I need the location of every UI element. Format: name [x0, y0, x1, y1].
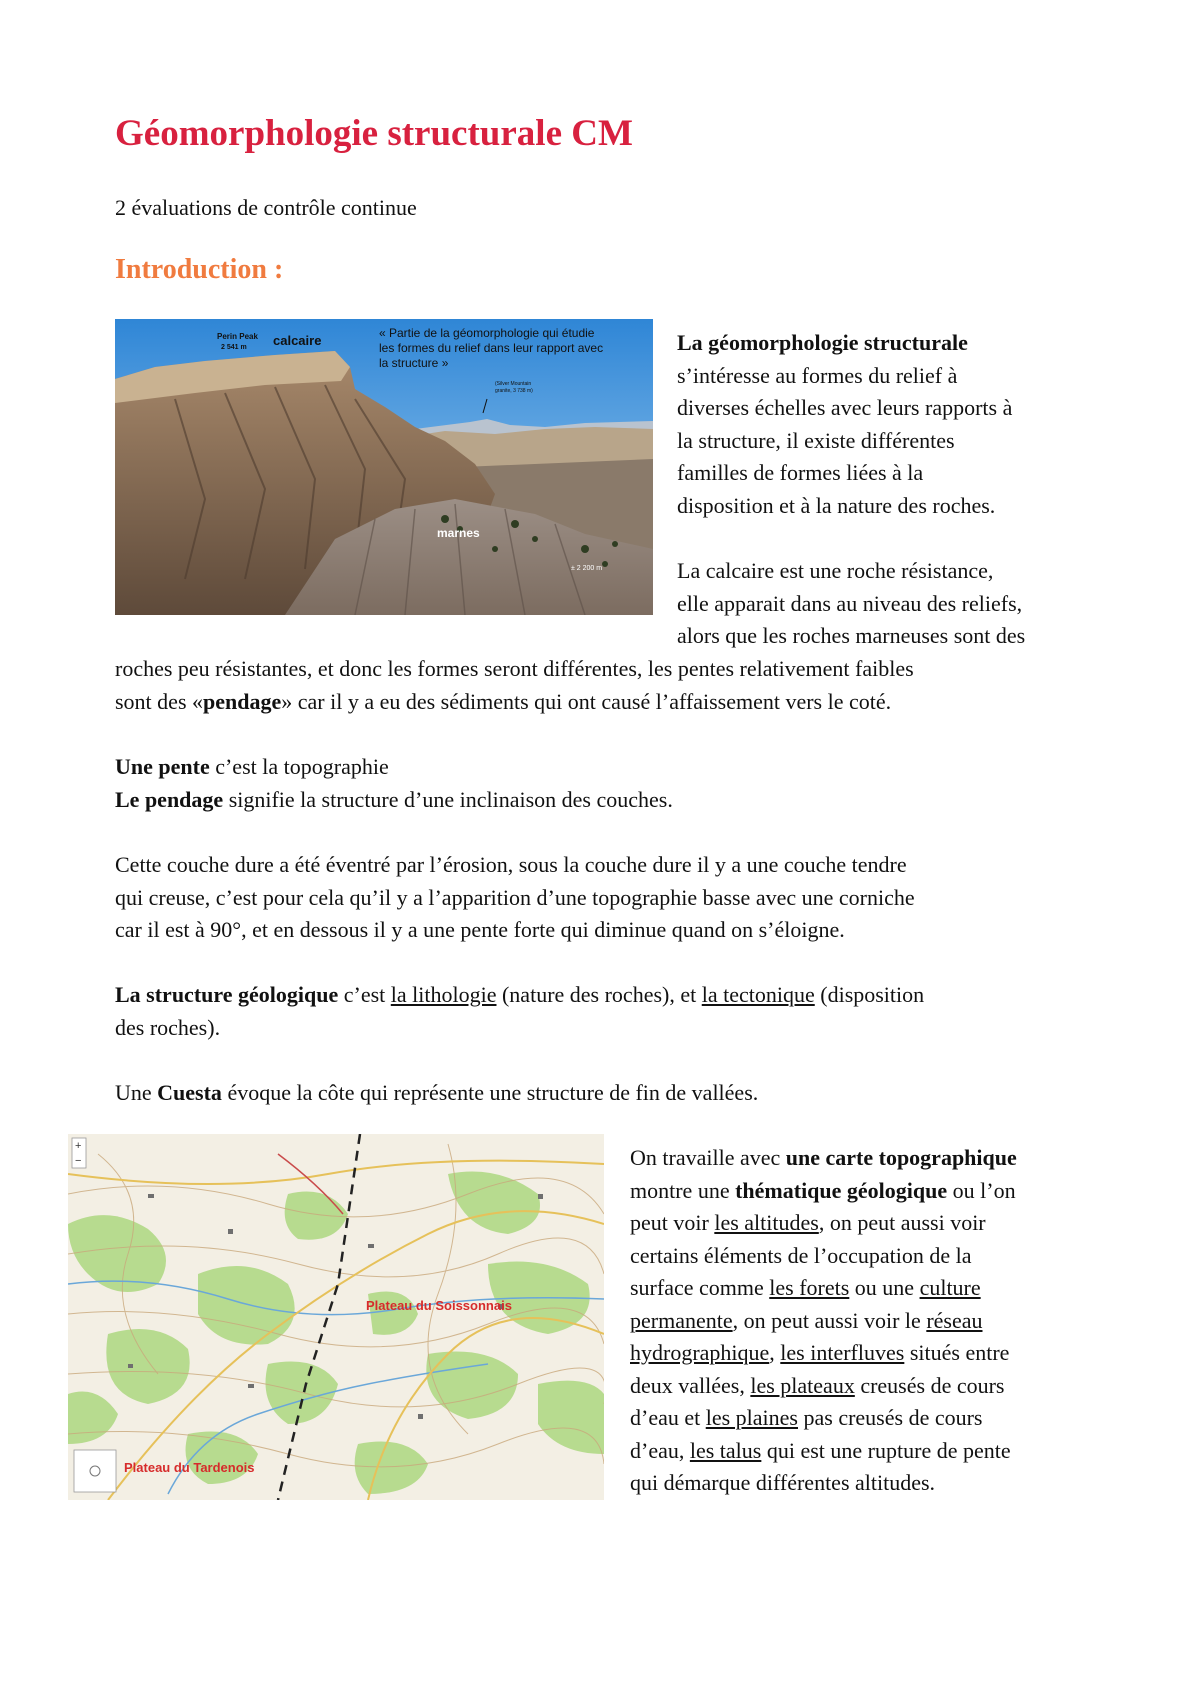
zoom-in-icon[interactable]: + [75, 1140, 82, 1152]
text-line: d’eau, les talus qui est une rupture de pente [630, 1437, 1011, 1463]
mountain-label-1: (Silver Mountain [495, 381, 532, 387]
paragraph-definition [677, 327, 1012, 522]
bold-term: thématique géologique [735, 1177, 948, 1203]
zoom-out-icon[interactable]: − [75, 1155, 82, 1167]
map-zoom-controls[interactable] [72, 1138, 86, 1168]
text-line: elle apparait dans au niveau des reliefs, [677, 590, 1023, 616]
paragraph-topographic-map [630, 1142, 1017, 1500]
text-line: roches peu résistantes, et donc les formes seront différentes, les pentes relativement faibles [115, 656, 914, 681]
bold-term: pendage [203, 688, 282, 714]
text-line: permanente, on peut aussi voir le réseau [630, 1307, 983, 1333]
paragraph-calcaire-cont [115, 653, 914, 718]
text-line: Une pente c’est la topographie [115, 754, 389, 779]
text-line: sont des «pendage» car il y a eu des sédiments qui ont causé l’affaissement vers le coté. [115, 688, 892, 714]
text-line: d’eau et les plaines pas creusés de cours [630, 1405, 983, 1430]
text-line: la structure, il existe différentes [677, 427, 955, 453]
bold-term: Le pendage [115, 786, 224, 812]
landscape-photo [115, 319, 653, 615]
text-line: Une Cuesta évoque la côte qui représente une structure de fin de vallées. [115, 1080, 759, 1105]
text-line: alors que les roches marneuses sont des [677, 623, 1026, 648]
text-line: Cette couche dure a été éventré par l’érosion, sous la couche dure il y a une couche tendre [115, 852, 907, 877]
text-line: certains éléments de l’occupation de la [630, 1242, 972, 1268]
text-line: La calcaire est une roche résistance, [677, 558, 994, 583]
underlined-term: réseau [926, 1307, 983, 1333]
text-line: diverses échelles avec leurs rapports à [677, 395, 1013, 420]
text-line: On travaille avec une carte topographique [630, 1145, 1017, 1170]
quote-line-3: la structure » [379, 356, 449, 370]
marnes-label: marnes [437, 526, 480, 540]
calcaire-label: calcaire [273, 333, 322, 348]
text-line: familles de formes liées à la [677, 460, 924, 485]
underlined-term: permanente [630, 1307, 733, 1333]
underlined-term: les interfluves [780, 1340, 905, 1365]
underlined-term: la lithologie [390, 982, 497, 1007]
label-plateau-soissonnais: Plateau du Soissonnais [366, 1298, 512, 1313]
bold-term: une carte topographique [785, 1145, 1017, 1170]
peak-altitude-label: 2 541 m [221, 344, 247, 351]
topographic-map [68, 1134, 604, 1500]
quote-line-1: « Partie de la géomorphologie qui étudie [379, 326, 595, 340]
underlined-term: les altitudes [714, 1210, 819, 1235]
underlined-term: les forets [769, 1275, 850, 1300]
subtitle: 2 évaluations de contrôle continue [115, 195, 417, 220]
map-overview-box[interactable] [74, 1450, 116, 1492]
text-line: La structure géologique c’est la lithologie (nature des roches), et la tectonique (disposition [115, 982, 925, 1007]
underlined-term: les plaines [705, 1405, 798, 1430]
text-line: qui démarque différentes altitudes. [630, 1470, 936, 1495]
peak-name-label: Perin Peak [217, 332, 258, 341]
paragraph-calcaire [677, 555, 1025, 653]
mountain-label-2: granite, 3 738 m) [495, 388, 533, 394]
paragraph-pente [115, 751, 673, 816]
text-line: surface comme les forets ou une culture [630, 1275, 981, 1300]
landscape-illustration [115, 319, 653, 615]
underlined-term: les talus [689, 1437, 762, 1463]
text-line: Le pendage signifie la structure d’une inclinaison des couches. [115, 786, 673, 812]
label-plateau-tardenois: Plateau du Tardenois [124, 1460, 255, 1475]
text-line: car il est à 90°, et en dessous il y a une pente forte qui diminue quand on s’éloigne. [115, 917, 845, 942]
bold-term: Une pente [115, 754, 210, 779]
text-line: qui creuse, c’est pour cela qu’il y a l’apparition d’une topographie basse avec une corniche [115, 884, 915, 910]
text-line: hydrographique, les interfluves situés entre [630, 1340, 1010, 1365]
map-illustration [68, 1134, 604, 1500]
underlined-term: hydrographique [630, 1340, 770, 1365]
bold-term: Cuesta [157, 1080, 222, 1105]
page-title: Géomorphologie structurale CM [115, 113, 633, 154]
quote-line-2: les formes du relief dans leur rapport avec [379, 341, 604, 355]
text-line: s’intéresse au formes du relief à [677, 362, 958, 388]
bold-term: La structure géologique [115, 982, 339, 1007]
underlined-term: les plateaux [750, 1372, 855, 1398]
text-line: disposition et à la nature des roches. [677, 492, 996, 518]
text-line: montre une thématique géologique ou l’on [630, 1177, 1016, 1203]
underlined-term: la tectonique [701, 982, 815, 1007]
text-line: deux vallées, les plateaux creusés de cours [630, 1372, 1005, 1398]
paragraph-erosion [115, 849, 915, 947]
intro-heading: Introduction : [115, 254, 284, 285]
paragraph-cuesta [115, 1077, 758, 1110]
paragraph-structure [115, 979, 924, 1044]
underlined-term: culture [919, 1275, 981, 1300]
base-altitude-label: ± 2 200 m [571, 565, 603, 572]
bold-term: La géomorphologie structurale [677, 330, 968, 355]
text-line: peut voir les altitudes, on peut aussi voir [630, 1210, 986, 1235]
text-line: des roches). [115, 1014, 221, 1040]
